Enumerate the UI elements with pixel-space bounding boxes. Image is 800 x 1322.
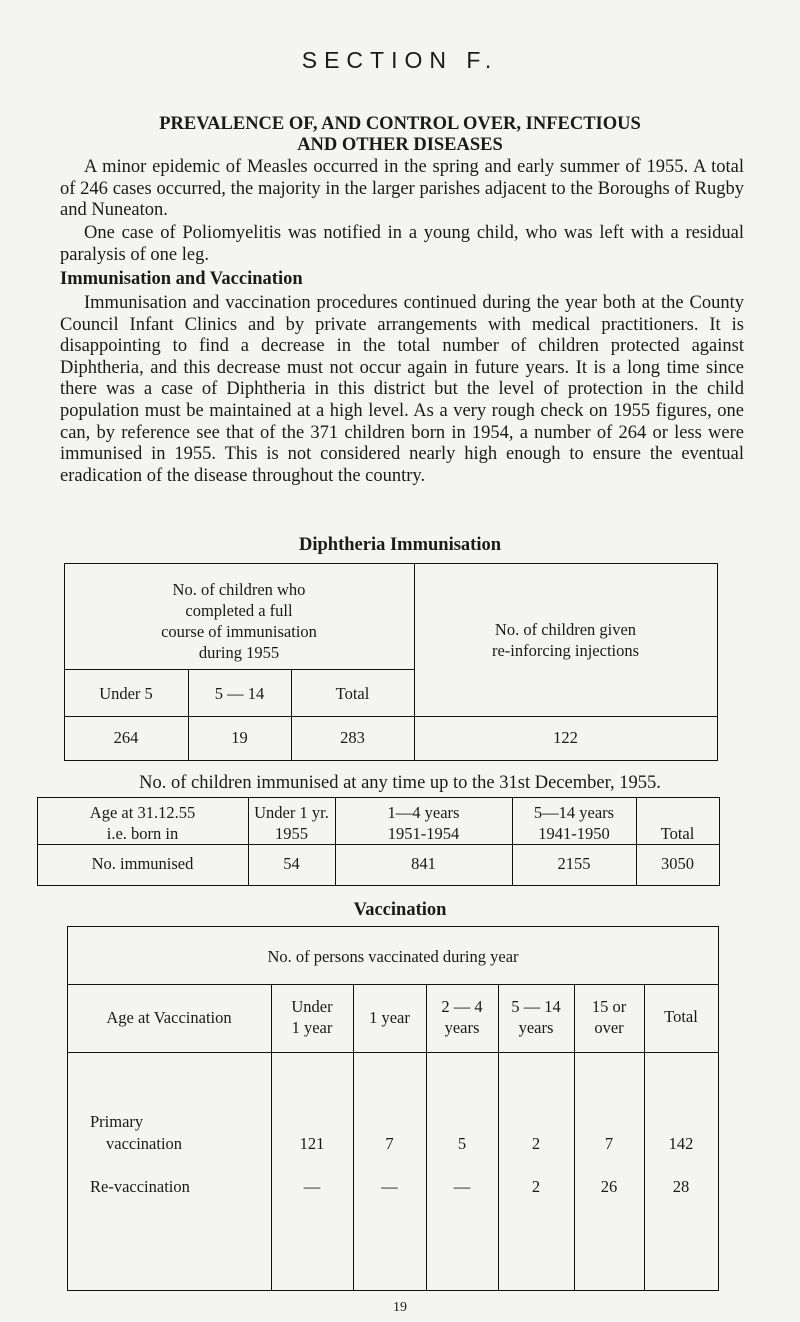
- header-total: Total: [664, 1007, 698, 1026]
- revacc-15-over: 26: [600, 1177, 618, 1196]
- paragraph-polio: One case of Poliomyelitis was notified in a young child, who was left with a residual paralysis of one leg.: [60, 223, 744, 265]
- paragraph-immunisation: Immunisation and vaccination procedures continued during the year both at the County Council Infant Clinics and by private arrangements with medical practitioners. It is disappointing to find a decrease in the total number of children protected against Diphtheria, and this decrease must not occur again in future years. It is a long time since there was a case of Diphtheria in this district but the level of protection in the child population must be maintained at a high level. As a very rough check on 1955 figures, one can, by reference see that of the 371 children born in 1954, a number of 264 or less were immunised in 1955. This is not considered nearly high enough to ensure the eventual eradication of the disease throughout the country.: [60, 293, 744, 486]
- header-total: Total: [660, 824, 695, 843]
- revacc-5-14: 2: [531, 1177, 541, 1196]
- primary-15-over: 7: [604, 1134, 614, 1153]
- main-heading-line2: AND OTHER DISEASES: [297, 135, 503, 155]
- header-1-4: 1—4 years 1951-1954: [387, 803, 460, 843]
- header-reinforcing: No. of children given re-inforcing injections: [491, 620, 640, 660]
- value-5-14: 19: [231, 728, 248, 747]
- primary-1year: 7: [385, 1134, 394, 1153]
- col-header-5-14: 5 — 14: [214, 684, 265, 703]
- immunised-table-title: No. of children immunised at any time up to the 31st December, 1955.: [139, 773, 661, 793]
- vaccination-table-title: Vaccination: [353, 900, 447, 920]
- col-header-total: Total: [335, 684, 370, 703]
- value-1-4: 841: [411, 854, 436, 873]
- value-under5: 264: [113, 728, 139, 747]
- col-header-under5: Under 5: [99, 684, 153, 703]
- revacc-under1: —: [303, 1177, 321, 1196]
- primary-5-14: 2: [531, 1134, 541, 1153]
- main-heading-line1: PREVALENCE OF, AND CONTROL OVER, INFECTIOUS: [159, 114, 641, 134]
- header-under1: Under 1 year: [291, 997, 333, 1037]
- header-age-vaccination: Age at Vaccination: [106, 1008, 232, 1027]
- revacc-1year: —: [381, 1177, 398, 1196]
- value-5-14: 2155: [557, 854, 591, 873]
- revacc-total: 28: [672, 1177, 690, 1196]
- primary-total: 142: [668, 1134, 694, 1153]
- header-age: Age at 31.12.55 i.e. born in: [89, 803, 196, 843]
- header-2-4: 2 — 4 years: [441, 997, 483, 1037]
- header-1year: 1 year: [369, 1008, 410, 1027]
- header-completed-course: No. of children who completed a full course of immunisation during 1955: [161, 580, 317, 662]
- value-reinforcing: 122: [553, 728, 578, 747]
- span-header: No. of persons vaccinated during year: [267, 947, 519, 966]
- primary-under1: 121: [299, 1134, 325, 1153]
- revacc-2-4: —: [453, 1177, 471, 1196]
- page-number: 19: [393, 1300, 407, 1315]
- value-total: 3050: [661, 854, 694, 873]
- row-label-immunised: No. immunised: [91, 854, 194, 873]
- diphtheria-table-title: Diphtheria Immunisation: [299, 535, 501, 555]
- paragraph-measles: A minor epidemic of Measles occurred in the spring and early summer of 1955. A total of 246 cases occurred, the majority in the larger parishes adjacent to the Boroughs of Rugby and Nuneaton.: [60, 157, 744, 221]
- header-under1: Under 1 yr. 1955: [254, 803, 329, 843]
- subheading-immunisation: Immunisation and Vaccination: [60, 269, 303, 289]
- primary-2-4: 5: [457, 1134, 467, 1153]
- row-label-primary: Primary vaccination: [90, 1112, 183, 1153]
- value-under1: 54: [283, 854, 300, 873]
- row-label-revaccination: Re-vaccination: [90, 1177, 190, 1196]
- section-title: SECTION F.: [301, 47, 499, 73]
- header-15-over: 15 or over: [591, 997, 627, 1037]
- header-5-14: 5 — 14 years: [511, 997, 561, 1037]
- header-5-14: 5—14 years 1941-1950: [533, 803, 615, 843]
- value-total: 283: [340, 728, 365, 747]
